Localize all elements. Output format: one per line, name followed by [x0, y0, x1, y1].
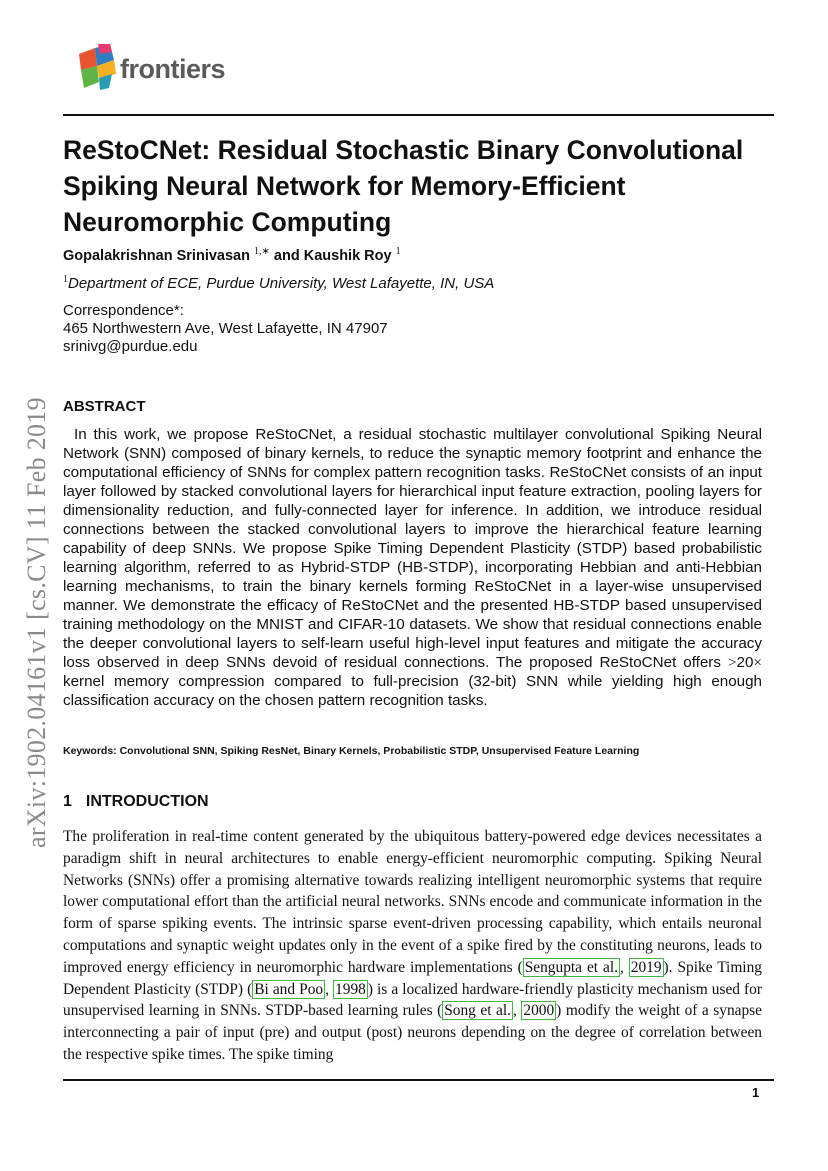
affiliation-mark: 1	[63, 274, 68, 285]
frontiers-logo-icon	[76, 42, 122, 92]
abstract-text	[63, 425, 762, 710]
section-title: INTRODUCTION	[85, 793, 209, 810]
correspondence-email: srinivg@purdue.edu	[63, 338, 198, 355]
author-1-affil-mark: 1,∗	[254, 246, 270, 257]
citation-link[interactable]: Bi and Poo	[254, 980, 324, 998]
citation-year-link[interactable]: 1998	[335, 980, 366, 998]
author-2-affil-mark: 1	[395, 246, 401, 257]
abstract-part-2: 20	[736, 654, 754, 671]
keywords: Keywords: Convolutional SNN, Spiking ResNet, Binary Kernels, Probabilistic STDP, Unsupervised Feature Learning	[63, 745, 640, 757]
author-line	[63, 246, 401, 264]
abstract-part-3: kernel memory compression compared to full-precision (32-bit) SNN while yielding high enough classification accuracy on the chosen pattern recognition tasks.	[63, 673, 762, 709]
correspondence-label: Correspondence*:	[63, 302, 184, 319]
citation-link[interactable]: Song et al.	[444, 1002, 511, 1020]
intro-text-1: The proliferation in real-time content generated by the ubiquitous battery-powered edge devices necessitates a paradigm shift in neural architectures to enable energy-efficient neuromorphic computing. Spiking Neural Networks (SNNs) offer a promising alternative towards realizing intelligent neuromorphic systems that require lower computational effort than the artificial neural networks. SNNs encode and communicate information in the form of sparse spiking events. The intrinsic sparse event-driven processing capability, which entails neuronal computations and synaptic weight updates only in the event of a spike fired by the constituting neurons, leads to improved energy efficiency in neuromorphic hardware implementations (	[63, 828, 762, 976]
intro-paragraph	[63, 826, 762, 1066]
section-number: 1	[63, 793, 72, 810]
affiliation-text: Department of ECE, Purdue University, West Lafayette, IN, USA	[68, 275, 495, 292]
citation-sep: ,	[619, 958, 629, 976]
correspondence-block	[63, 302, 388, 356]
author-conjunction: and	[273, 247, 300, 264]
citation-sep: ,	[325, 980, 334, 998]
intro-text-4: ) modify the weight of a synapse interconnecting a pair of input (pre) and output (post) neurons depending on the degree of correlation between the respective spike times. The spike timing	[63, 1002, 763, 1063]
paper-title: ReStoCNet: Residual Stochastic Binary Convolutional Spiking Neural Network for Memory-Efficient Neuromorphic Computing	[63, 135, 744, 237]
citation-sep: ,	[513, 1002, 522, 1020]
citation-link[interactable]: Sengupta et al.	[524, 958, 618, 976]
citation-year-link[interactable]: 2000	[523, 1002, 555, 1020]
abstract-times-symbol: ×	[753, 654, 762, 671]
citation-year-link[interactable]: 2019	[630, 958, 662, 976]
header-rule	[63, 114, 774, 116]
page-number: 1	[752, 1085, 760, 1100]
author-2-name: Kaushik Roy	[303, 247, 392, 264]
brand-name: frontiers	[120, 54, 226, 84]
intro-text-2: ). Spike Timing Dependent Plasticity (STDP) (	[63, 958, 762, 998]
abstract-gt-symbol: >	[727, 654, 737, 671]
footer-rule	[63, 1079, 774, 1081]
affiliation	[63, 274, 494, 292]
intro-text-3: ) is a localized hardware-friendly plasticity mechanism used for unsupervised learning in SNNs. STDP-based learning rules (	[63, 980, 763, 1020]
abstract-heading: ABSTRACT	[63, 398, 146, 415]
abstract-part-1: In this work, we propose ReStoCNet, a residual stochastic multilayer convolutional Spiking Neural Network (SNN) composed of binary kernels, to reduce the synaptic memory footprint and enhance the computational efficiency of SNNs for complex pattern recognition tasks. ReStoCNet consists of an input layer followed by stacked convolutional layers for hierarchical input feature extraction, pooling layers for dimensionality reduction, and fully-connected layer for inference. In addition, we introduce residual connections between the stacked convolutional layers to improve the hierarchical feature learning capability of deep SNNs. We propose Spike Timing Dependent Plasticity (STDP) based probabilistic learning algorithm, referred to as Hybrid-STDP (HB-STDP), incorporating Hebbian and anti-Hebbian learning mechanisms, to train the binary kernels forming ReStoCNet in a layer-wise unsupervised manner. We demonstrate the efficacy of ReStoCNet and the presented HB-STDP based unsupervised training methodology on the MNIST and CIFAR-10 datasets. We show that residual connections enable the deeper convolutional layers to self-learn useful high-level input features and mitigate the accuracy loss observed in deep SNNs devoid of residual connections. The proposed ReStoCNet offers	[63, 426, 762, 671]
author-1-name: Gopalakrishnan Srinivasan	[63, 247, 250, 264]
correspondence-address: 465 Northwestern Ave, West Lafayette, IN 47907	[63, 320, 388, 337]
arxiv-stamp: arXiv:1902.04161v1 [cs.CV] 11 Feb 2019	[22, 397, 51, 848]
section-heading	[63, 793, 209, 811]
